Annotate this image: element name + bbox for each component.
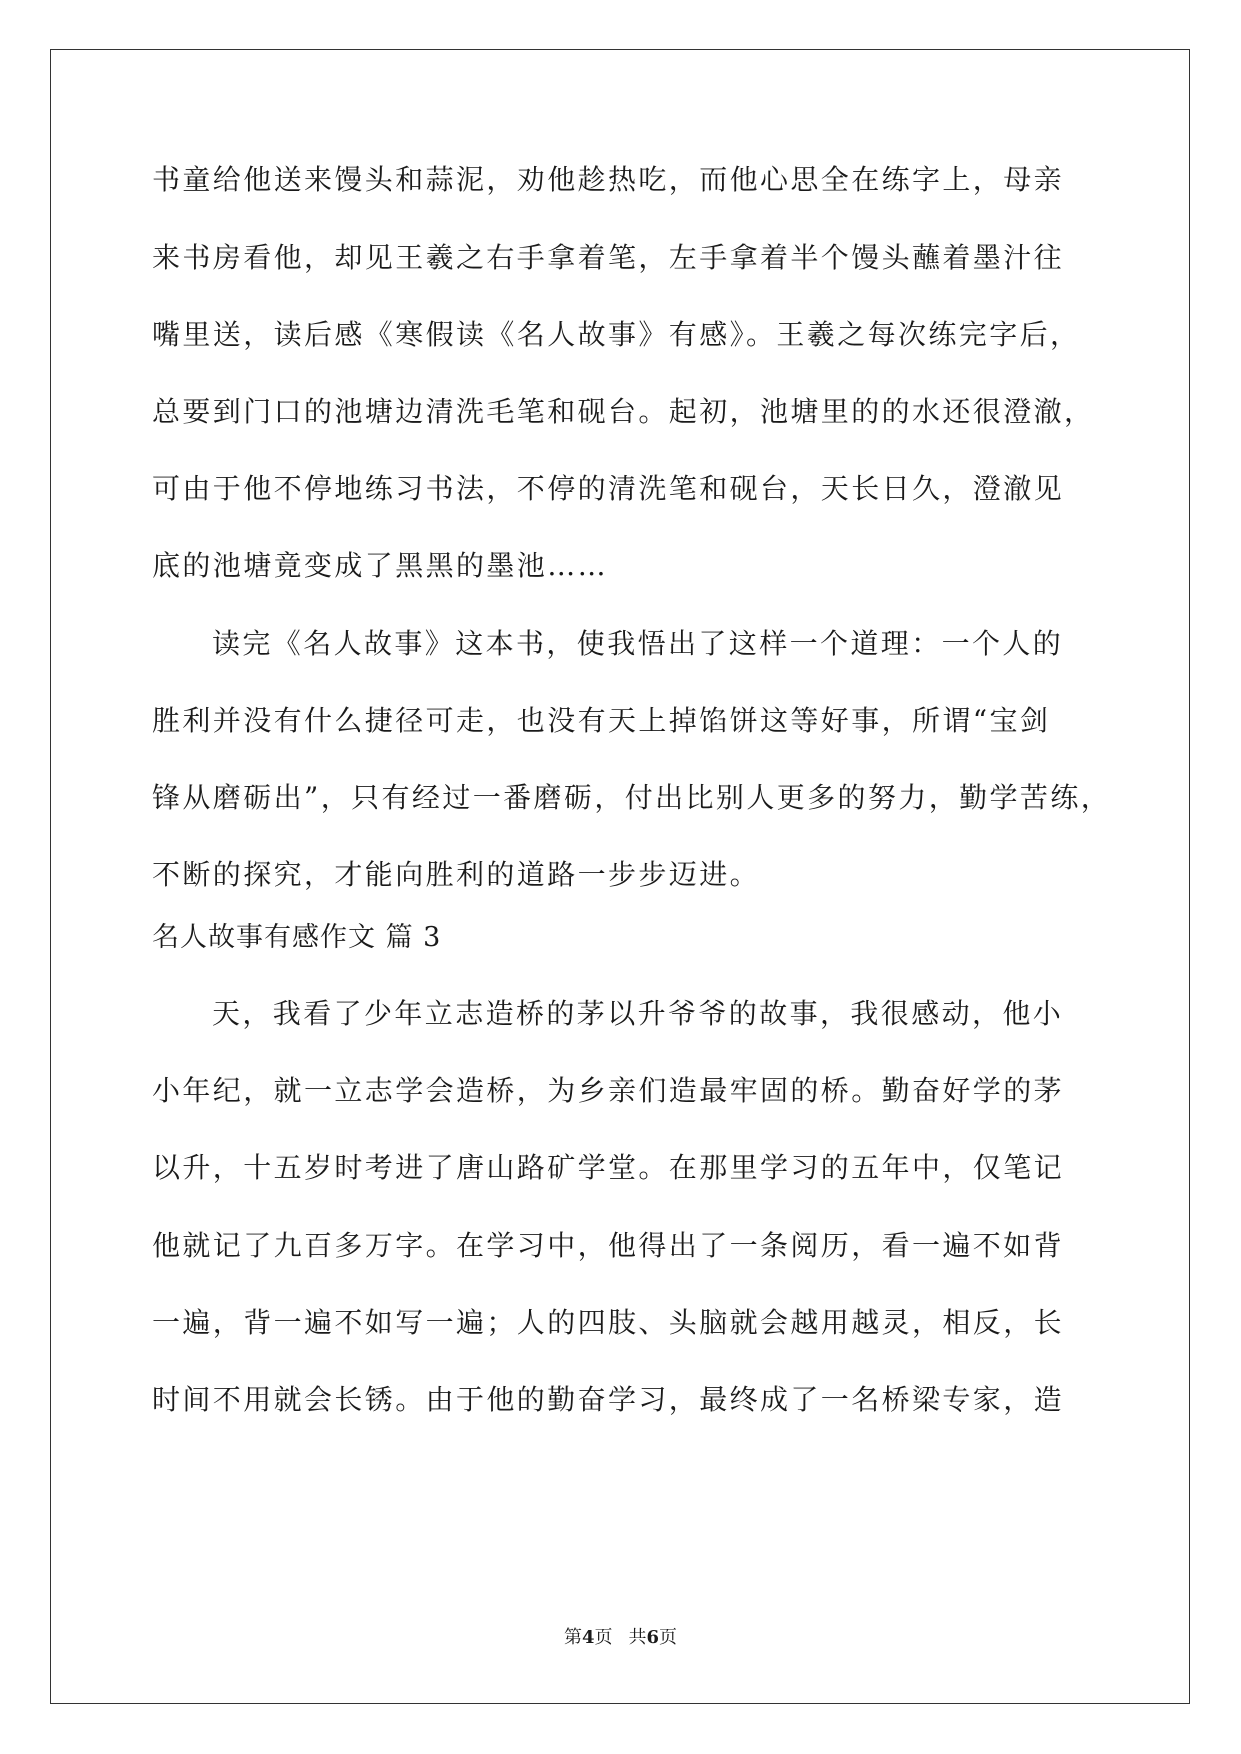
paragraph-line: 不断的探究，才能向胜利的道路一步步迈进。 xyxy=(152,858,761,891)
paragraph-line: 锋从磨砺出”，只有经过一番磨砺，付出比别人更多的努力，勤学苦练， xyxy=(152,781,1112,814)
page-unit: 页 xyxy=(594,1627,613,1648)
paragraph-line: 总要到门口的池塘边清洗毛笔和砚台。起初，池塘里的的水还很澄澈， xyxy=(152,395,1095,428)
paragraph-line: 以升，十五岁时考进了唐山路矿学堂。在那里学习的五年中，仅笔记 xyxy=(152,1151,1065,1184)
total-prefix: 共 xyxy=(628,1627,647,1648)
paragraph-line: 胜利并没有什么捷径可走，也没有天上掉馅饼这等好事，所谓“宝剑 xyxy=(152,704,1051,737)
paragraph-line: 书童给他送来馒头和蒜泥，劝他趁热吃，而他心思全在练字上，母亲 xyxy=(152,163,1065,196)
paragraph-line: 时间不用就会长锈。由于他的勤奋学习，最终成了一名桥梁专家，造 xyxy=(152,1383,1065,1416)
page-footer xyxy=(0,1626,1241,1650)
section-heading: 名人故事有感作文 篇 3 xyxy=(152,922,442,953)
paragraph-line: 读完《名人故事》这本书，使我悟出了这样一个道理：一个人的 xyxy=(212,627,1064,660)
paragraph-line: 他就记了九百多万字。在学习中，他得出了一条阅历，看一遍不如背 xyxy=(152,1229,1065,1262)
paragraph-line: 来书房看他，却见王羲之右手拿着笔，左手拿着半个馒头蘸着墨汁往 xyxy=(152,241,1065,274)
paragraph-line: 小年纪，就一立志学会造桥，为乡亲们造最牢固的桥。勤奋好学的茅 xyxy=(152,1074,1065,1107)
paragraph-line: 可由于他不停地练习书法，不停的清洗笔和砚台，天长日久，澄澈见 xyxy=(152,472,1065,505)
total-page-number: 6 xyxy=(646,1627,660,1648)
total-unit: 页 xyxy=(659,1627,678,1648)
page-prefix: 第 xyxy=(563,1627,582,1648)
paragraph-line: 嘴里送，读后感《寒假读《名人故事》有感》。王羲之每次练完字后， xyxy=(152,318,1081,351)
paragraph-line: 一遍，背一遍不如写一遍；人的四肢、头脑就会越用越灵，相反，长 xyxy=(152,1306,1065,1339)
paragraph-line: 底的池塘竟变成了黑黑的墨池…… xyxy=(152,549,609,582)
current-page-number: 4 xyxy=(581,1627,595,1648)
paragraph-line: 天，我看了少年立志造桥的茅以升爷爷的故事，我很感动，他小 xyxy=(212,997,1064,1030)
